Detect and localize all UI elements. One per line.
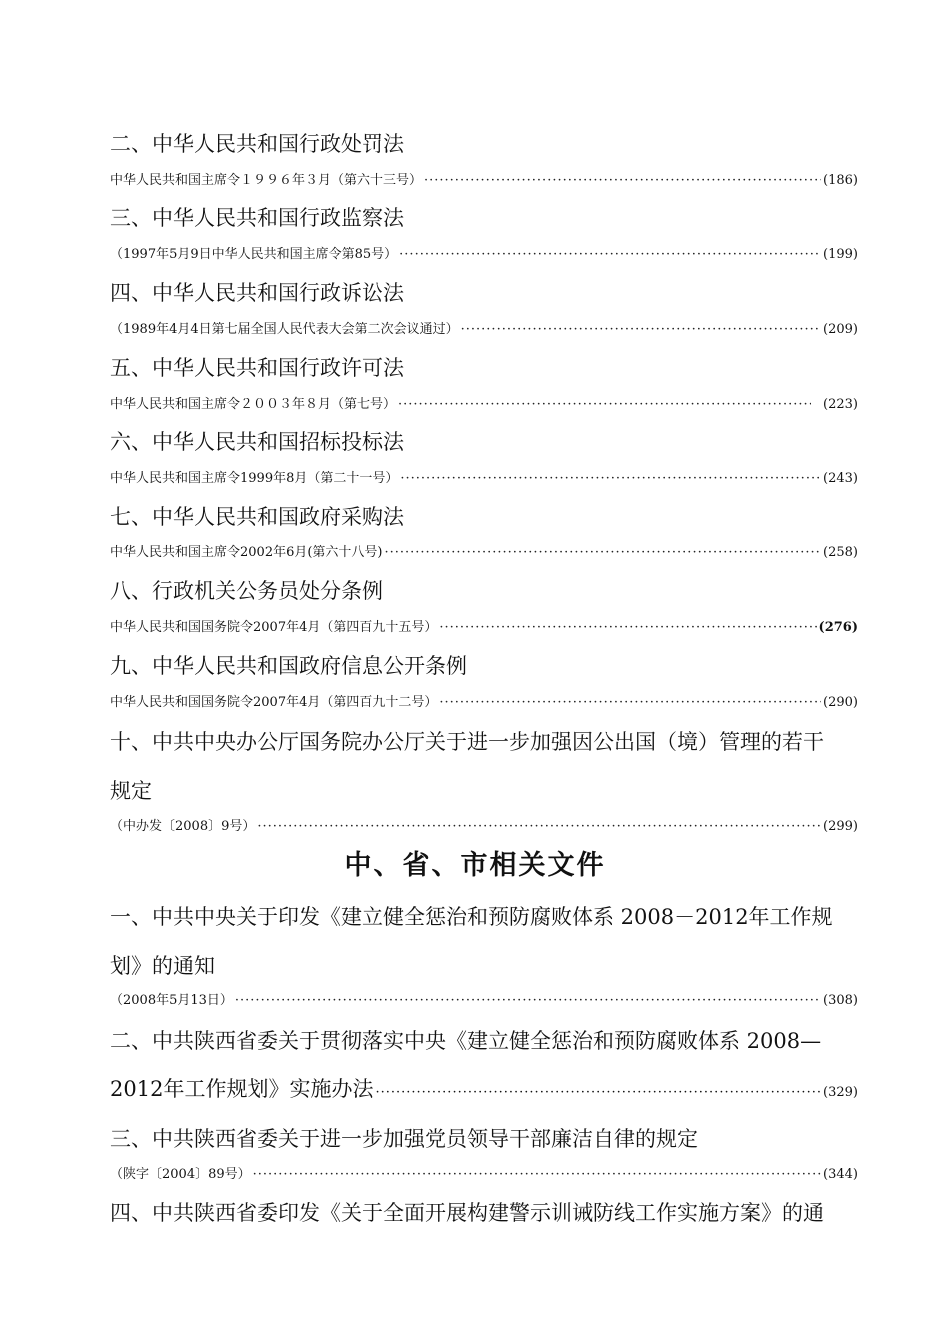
leader-dots <box>439 619 816 637</box>
toc-source-label: （1989年4月4日第七届全国人民代表大会第二次会议通过） <box>110 322 459 337</box>
toc-entry-title: 四、中共陕西省委印发《关于全面开展构建警示训诫防线工作实施方案》的通 <box>110 1201 824 1225</box>
leader-dots <box>439 694 821 712</box>
toc-entry-title: 六、中华人民共和国招标投标法 <box>110 430 404 454</box>
toc-entry-source <box>110 694 858 712</box>
toc-title-cont-label: 2012年工作规划》实施办法 <box>110 1077 374 1101</box>
toc-source-label: 中华人民共和国主席令２００３年８月（第七号） <box>110 397 397 412</box>
toc-page-number: (209) <box>823 322 858 337</box>
toc-entry-title: 三、中华人民共和国行政监察法 <box>110 206 404 230</box>
toc-entry-source <box>110 321 858 339</box>
toc-source-label: 中华人民共和国国务院令2007年4月（第四百九十二号） <box>110 695 438 710</box>
leader-dots <box>424 172 821 190</box>
leader-dots <box>399 246 821 264</box>
toc-entry-title-continued: 规定 <box>110 779 152 803</box>
toc-source-label: 中华人民共和国国务院令2007年4月（第四百九十五号） <box>110 620 438 635</box>
toc-page-number: (290) <box>823 695 858 710</box>
toc-page-number: (243) <box>823 471 858 486</box>
toc-entry-source <box>110 396 858 414</box>
toc-entry-source <box>110 470 858 488</box>
toc-entry-title: 一、中共中央关于印发《建立健全惩治和预防腐败体系 2008－2012年工作规 <box>110 905 833 929</box>
toc-entry-title: 十、中共中央办公厅国务院办公厅关于进一步加强因公出国（境）管理的若干 <box>110 730 824 754</box>
toc-page-number: (276) <box>818 620 858 635</box>
toc-entry-title: 二、中共陕西省委关于贯彻落实中央《建立健全惩治和预防腐败体系 2008— <box>110 1029 822 1053</box>
toc-source-label: （中办发〔2008〕9号） <box>110 819 256 834</box>
toc-entry-title: 七、中华人民共和国政府采购法 <box>110 505 404 529</box>
toc-entry-title: 五、中华人民共和国行政许可法 <box>110 356 404 380</box>
toc-page-number: (199) <box>823 247 858 262</box>
toc-entry-source <box>110 1166 858 1184</box>
toc-source-label: （2008年5月13日） <box>110 993 233 1008</box>
toc-entry-title: 三、中共陕西省委关于进一步加强党员领导干部廉洁自律的规定 <box>110 1127 698 1151</box>
toc-page-number: (299) <box>823 819 858 834</box>
toc-entry-title: 八、行政机关公务员处分条例 <box>110 579 383 603</box>
leader-dots <box>375 1079 821 1107</box>
leader-dots <box>398 396 811 414</box>
leader-dots <box>253 1166 821 1184</box>
toc-source-label: 中华人民共和国主席令2002年6月(第六十八号) <box>110 545 383 560</box>
toc-entry-title-continued: 划》的通知 <box>110 954 215 978</box>
toc-source-label: （1997年5月9日中华人民共和国主席令第85号） <box>110 247 398 262</box>
leader-dots <box>257 818 821 836</box>
toc-page-number: (308) <box>823 993 858 1008</box>
toc-entry-source <box>110 818 858 836</box>
toc-entry-source <box>110 172 858 190</box>
toc-page-number: (186) <box>823 173 858 188</box>
toc-source-label: 中华人民共和国主席令1999年8月（第二十一号） <box>110 471 399 486</box>
toc-page-number: (344) <box>823 1167 858 1182</box>
toc-entry-title: 二、中华人民共和国行政处罚法 <box>110 132 404 156</box>
leader-dots <box>235 992 821 1010</box>
toc-entry-title: 九、中华人民共和国政府信息公开条例 <box>110 654 467 678</box>
toc-entry-source <box>110 246 858 264</box>
toc-page-number: (223) <box>823 397 858 412</box>
section-heading: 中、省、市相关文件 <box>344 850 606 881</box>
toc-source-label: （陕字〔2004〕89号） <box>110 1167 251 1182</box>
toc-page-number: (258) <box>823 545 858 560</box>
toc-entry-source <box>110 544 858 562</box>
leader-dots <box>461 321 821 339</box>
toc-entry-source <box>110 992 858 1010</box>
toc-entry-title-continued <box>110 1075 858 1107</box>
toc-page-number: (329) <box>823 1085 858 1100</box>
toc-entry-title: 四、中华人民共和国行政诉讼法 <box>110 281 404 305</box>
toc-entry-source <box>110 619 858 637</box>
toc-source-label: 中华人民共和国主席令１９９６年３月（第六十三号） <box>110 173 423 188</box>
leader-dots <box>400 470 821 488</box>
leader-dots <box>385 544 822 562</box>
